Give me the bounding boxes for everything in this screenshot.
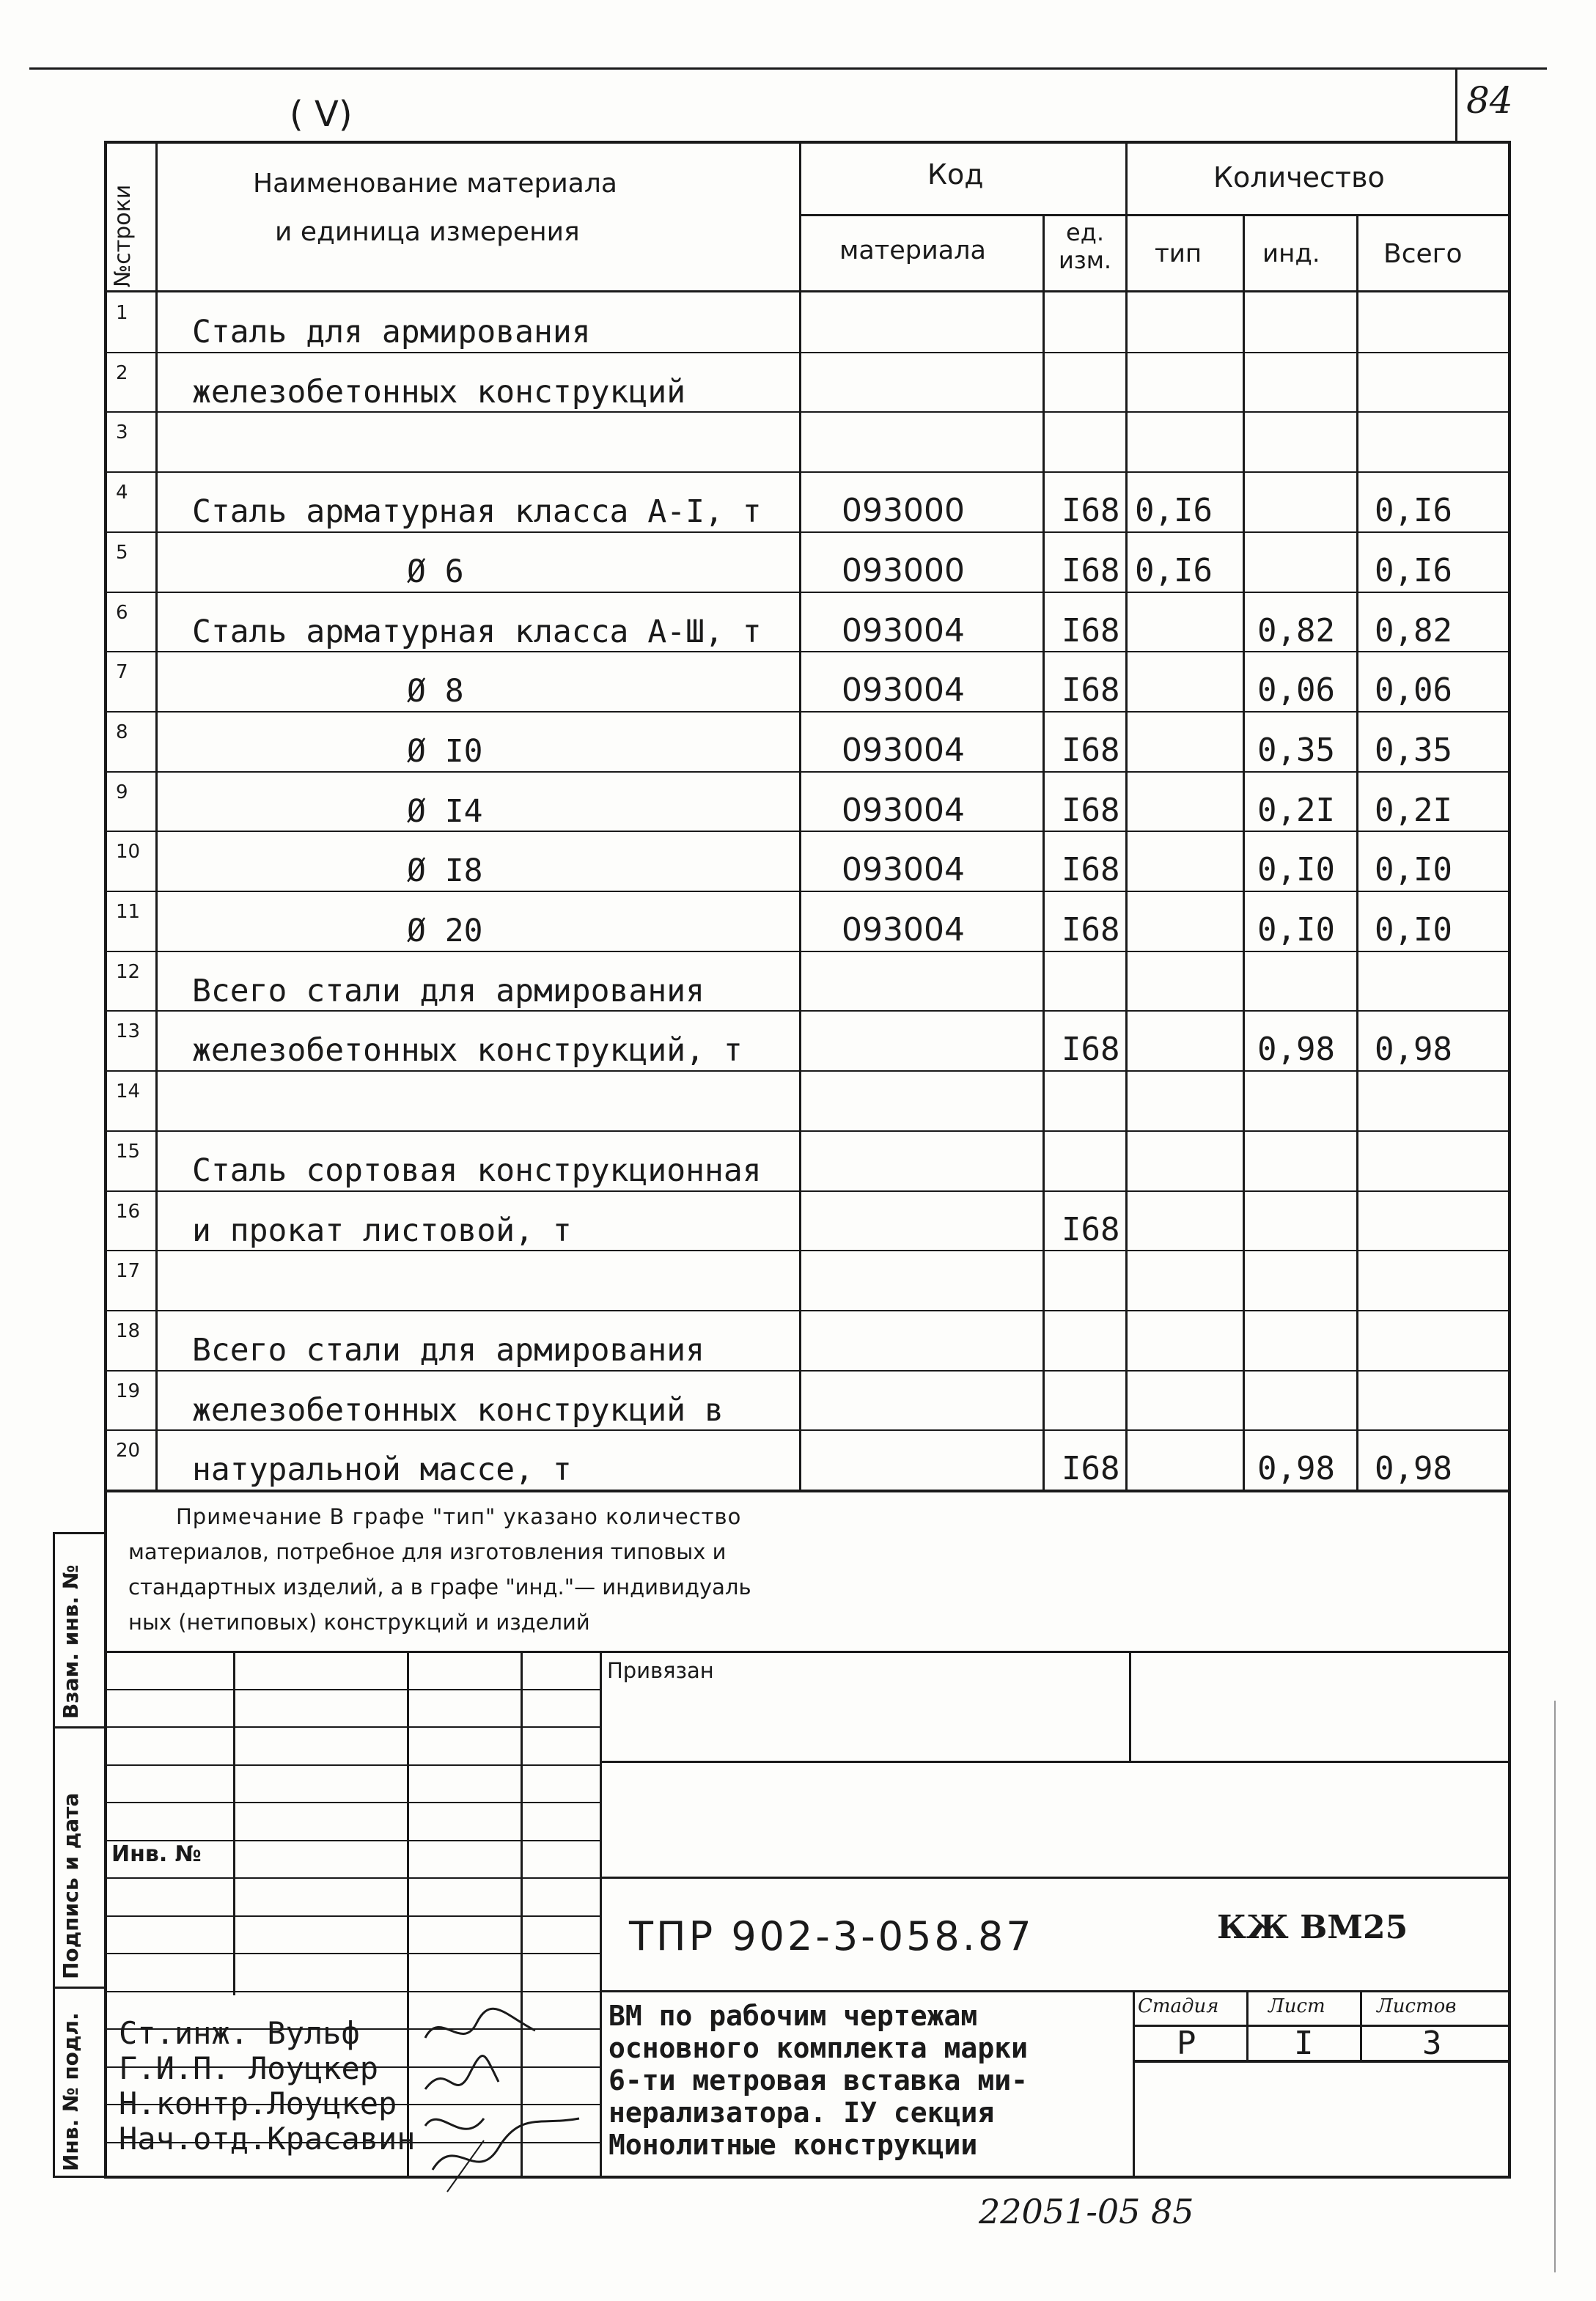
row-ind: 0,I0 (1257, 911, 1335, 949)
row-total: 0,82 (1375, 612, 1452, 649)
row-total: 0,98 (1375, 1450, 1452, 1487)
row-ind: 0,98 (1257, 1031, 1335, 1068)
signature-row: Н.контр.Лоуцкер (119, 2085, 397, 2121)
row-code: 093004 (842, 911, 965, 949)
stamp-doc-code: ТПР 902-3-058.87 (629, 1913, 1034, 1959)
page-number-box-line (1455, 67, 1457, 141)
header-name-line1: Наименование материала (253, 169, 617, 199)
row-code: 093004 (842, 792, 965, 829)
stamp-mark: КЖ ВМ25 (1217, 1909, 1408, 1946)
page-number: 84 (1466, 79, 1513, 122)
row-total: 0,I6 (1375, 492, 1452, 529)
row-name: натуральной массе, т (192, 1451, 572, 1488)
row-number: 7 (116, 661, 128, 683)
row-number: 13 (116, 1020, 141, 1042)
row-number: 18 (116, 1320, 141, 1342)
row-number: 12 (116, 961, 141, 983)
row-number: 1 (116, 302, 128, 324)
signature-row: Ст.инж. Вульф (119, 2015, 360, 2051)
side-label-podpis: Подпись и дата (59, 1792, 83, 1979)
row-name: Ø I0 (407, 733, 483, 770)
header-row-no: №строки (110, 184, 136, 287)
row-number: 4 (116, 482, 128, 504)
side-label-vzam: Взам. инв. № (59, 1564, 83, 1719)
stamp-title-line: ВМ по рабочим чертежам (608, 2000, 978, 2032)
row-code: 093000 (842, 552, 965, 589)
row-total: 0,I6 (1375, 552, 1452, 589)
header-quantity: Количество (1213, 161, 1385, 194)
row-unit: I68 (1062, 851, 1120, 888)
header-qty-ind: инд. (1262, 239, 1320, 268)
row-number: 2 (116, 362, 128, 384)
row-unit: I68 (1062, 1450, 1120, 1487)
row-number: 6 (116, 602, 128, 624)
row-unit: I68 (1062, 492, 1120, 529)
row-name: железобетонных конструкций в (192, 1392, 724, 1429)
row-name: и прокат листовой, т (192, 1212, 572, 1249)
row-number: 15 (116, 1141, 141, 1163)
row-total: 0,I0 (1375, 911, 1452, 949)
row-unit: I68 (1062, 792, 1120, 829)
stamp-sheets: 3 (1422, 2025, 1442, 2062)
row-name: Ø 6 (407, 553, 464, 590)
signature-block (119, 2016, 416, 2157)
stamp-title-line: 6-ти метровая вставка ми- (608, 2064, 1028, 2096)
row-ind: 0,2I (1257, 792, 1335, 829)
side-label-inv-podl: Инв. № подл. (59, 2012, 83, 2171)
footer-code: 22051-05 85 (979, 2192, 1194, 2231)
stamp-sheet: I (1294, 2025, 1314, 2062)
row-number: 5 (116, 542, 128, 564)
top-rule (29, 67, 1547, 70)
row-name: железобетонных конструкций (192, 374, 686, 411)
stamp-stage-label: Стадия (1138, 1995, 1219, 2017)
note-line1: Примечание В графе "тип" указано количество (176, 1504, 742, 1529)
stamp-sheet-label: Лист (1268, 1995, 1325, 2017)
stamp-title-line: основного комплекта марки (608, 2032, 1028, 2064)
row-ind: 0,82 (1257, 612, 1335, 649)
stamp-title (608, 2000, 1028, 2161)
row-ind: 0,98 (1257, 1450, 1335, 1487)
stamp-inv-no: Инв. № (111, 1841, 202, 1867)
note-line2: материалов, потребное для изготовления типовых и (128, 1539, 727, 1564)
row-number: 8 (116, 721, 128, 743)
note-line3: стандартных изделий, а в графе "инд."— индивидуаль (128, 1575, 751, 1599)
row-unit: I68 (1062, 1031, 1120, 1068)
stamp-privyazan: Привязан (607, 1658, 714, 1683)
row-name: Всего стали для армирования (192, 1332, 705, 1369)
row-ind: 0,35 (1257, 732, 1335, 769)
header-qty-type: тип (1155, 239, 1202, 268)
row-number: 9 (116, 781, 128, 803)
row-name: Ø 8 (407, 673, 464, 710)
row-code: 093004 (842, 612, 965, 649)
row-number: 19 (116, 1380, 141, 1402)
row-total: 0,98 (1375, 1031, 1452, 1068)
row-name: Сталь арматурная класса А-I, т (192, 493, 762, 530)
stamp-sheets-label: Листов (1377, 1995, 1457, 2017)
header-code-unit: ед. изм. (1058, 218, 1112, 274)
header-code-material: материала (839, 236, 987, 265)
row-unit: I68 (1062, 1211, 1120, 1248)
row-number: 11 (116, 901, 141, 923)
row-unit: I68 (1062, 671, 1120, 709)
row-number: 14 (116, 1080, 141, 1102)
row-number: 3 (116, 421, 128, 443)
header-qty-total: Всего (1383, 239, 1463, 269)
signature-row: Нач.отд.Красавин (119, 2121, 416, 2157)
row-name: Ø 20 (407, 913, 483, 949)
note-line4: ных (нетиповых) конструкций и изделий (128, 1610, 590, 1635)
row-unit: I68 (1062, 612, 1120, 649)
row-type: 0,I6 (1135, 552, 1213, 589)
row-name: Сталь арматурная класса А-Ш, т (192, 614, 762, 650)
stamp-title-line: нерализатора. IУ секция (608, 2096, 995, 2129)
row-number: 20 (116, 1440, 141, 1462)
row-code: 093004 (842, 732, 965, 769)
signature-row: Г.И.П. Лоуцкер (119, 2050, 379, 2086)
row-name: Всего стали для армирования (192, 973, 705, 1009)
row-code: 093000 (842, 492, 965, 529)
row-number: 10 (116, 841, 141, 863)
row-total: 0,06 (1375, 671, 1452, 709)
header-code: Код (927, 158, 984, 191)
row-total: 0,35 (1375, 732, 1452, 769)
row-ind: 0,I0 (1257, 851, 1335, 888)
row-name: Сталь для армирования (192, 314, 591, 350)
row-name: Ø I8 (407, 853, 483, 889)
row-total: 0,2I (1375, 792, 1452, 829)
row-ind: 0,06 (1257, 671, 1335, 709)
row-unit: I68 (1062, 732, 1120, 769)
row-unit: I68 (1062, 552, 1120, 589)
row-name: Ø I4 (407, 793, 483, 830)
stamp-title-line: Монолитные конструкции (608, 2129, 978, 2161)
row-name: Сталь сортовая конструкционная (192, 1152, 762, 1189)
row-type: 0,I6 (1135, 492, 1213, 529)
header-name-line2: и единица измерения (275, 217, 580, 247)
row-number: 17 (116, 1260, 141, 1282)
row-name: железобетонных конструкций, т (192, 1032, 743, 1069)
stamp-stage: Р (1177, 2025, 1196, 2062)
row-unit: I68 (1062, 911, 1120, 949)
row-number: 16 (116, 1201, 141, 1223)
row-code: 093004 (842, 851, 965, 888)
row-code: 093004 (842, 671, 965, 709)
row-total: 0,I0 (1375, 851, 1452, 888)
section-mark: ( V) (290, 94, 353, 135)
handwritten-signatures (396, 1979, 586, 2199)
